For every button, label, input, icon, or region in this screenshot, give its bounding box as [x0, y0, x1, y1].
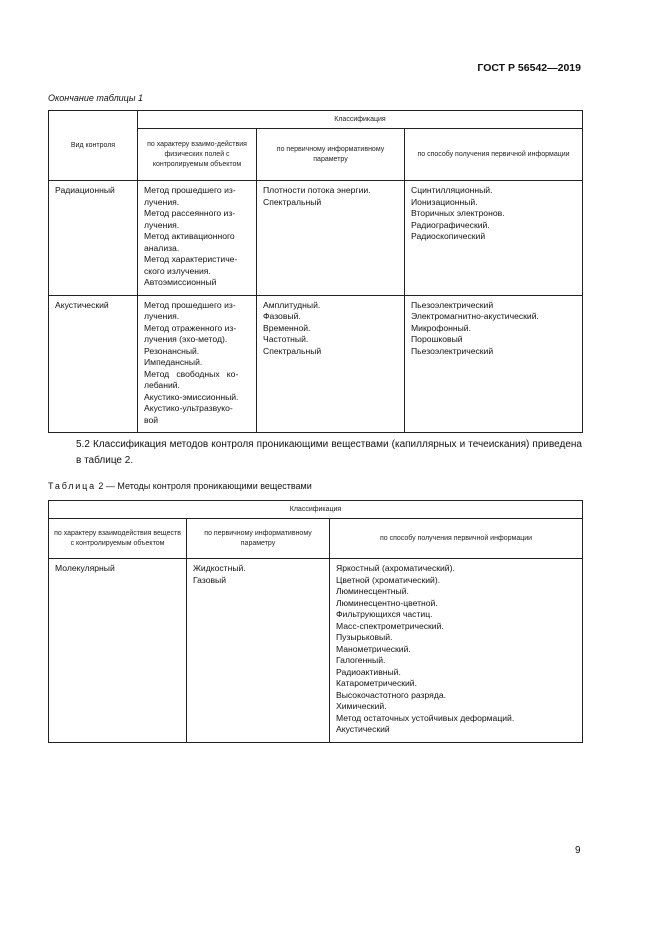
table1-header-interaction: по характеру взаимо-действия физических полей с контролируемым объектом	[138, 129, 257, 181]
cell-method: Пьезоэлектрический Электромагнитно-акустический. Микрофонный. Порошковый Пьезоэлектрический	[405, 295, 583, 433]
table1-header-control-type: Вид контроля	[49, 111, 138, 181]
table1-caption: Окончание таблицы 1	[48, 93, 143, 103]
cell-parameter: Плотности потока энергии. Спектральный	[257, 181, 405, 296]
cell-interaction: Молекулярный	[49, 559, 187, 743]
cell-parameter: Жидкостный. Газовый	[187, 559, 330, 743]
table2	[48, 500, 583, 743]
table2-caption-text: 2 — Методы контроля проникающими веществами	[95, 481, 312, 491]
table-row	[49, 295, 583, 433]
table1	[48, 110, 583, 433]
table1-header-classification: Классификация	[138, 111, 583, 129]
table-row	[49, 559, 583, 743]
cell-control-type: Радиационный	[49, 181, 138, 296]
table2-header-interaction: по характеру взаимодействия веществ с контролируемым объектом	[49, 519, 187, 559]
paragraph-5-2: 5.2 Классификация методов контроля проникающими веществами (капиллярных и течеискания) приведена в таблице 2.	[76, 439, 582, 466]
cell-interaction: Метод прошедшего из- лучения. Метод рассеянного из- лучения. Метод активационного анализа. Метод характеристиче- ского излучения. Автоэмиссионный	[138, 181, 257, 296]
cell-method: Яркостный (ахроматический). Цветной (хроматический). Люминесцентный. Люминесцентно-цветной. Фильтрующихся частиц. Масс-спектрометрический. Пузырьковый. Манометрический. Галогенный. Радиоактивный. Катарометрический. Высокочастотного разряда. Химический. Метод остаточных устойчивых деформаций. Акустический	[330, 559, 583, 743]
cell-control-type: Акустический	[49, 295, 138, 433]
page-number: 9	[575, 845, 581, 856]
cell-method: Сцинтилляционный. Ионизационный. Вторичных электронов. Радиографический. Радиоскопический	[405, 181, 583, 296]
table2-caption-prefix: Таблица	[48, 481, 96, 491]
table1-header-method: по способу получения первичной информации	[405, 129, 583, 181]
table1-header-parameter: по первичному информативному параметру	[257, 129, 405, 181]
standard-code: ГОСТ Р 56542—2019	[477, 62, 581, 74]
table2-header-classification: Классификация	[49, 501, 583, 519]
table2-header-parameter: по первичному информативному параметру	[187, 519, 330, 559]
table2-caption	[48, 481, 312, 491]
table-row	[49, 181, 583, 296]
cell-parameter: Амплитудный. Фазовый. Временной. Частотный. Спектральный	[257, 295, 405, 433]
table2-header-method: по способу получения первичной информации	[330, 519, 583, 559]
cell-interaction: Метод прошедшего из- лучения. Метод отраженного из- лучения (эхо-метод). Резонансный. Импедансный. Метод свободных ко- лебаний. Акустико-эмиссионный. Акустико-ультразвуко- вой	[138, 295, 257, 433]
